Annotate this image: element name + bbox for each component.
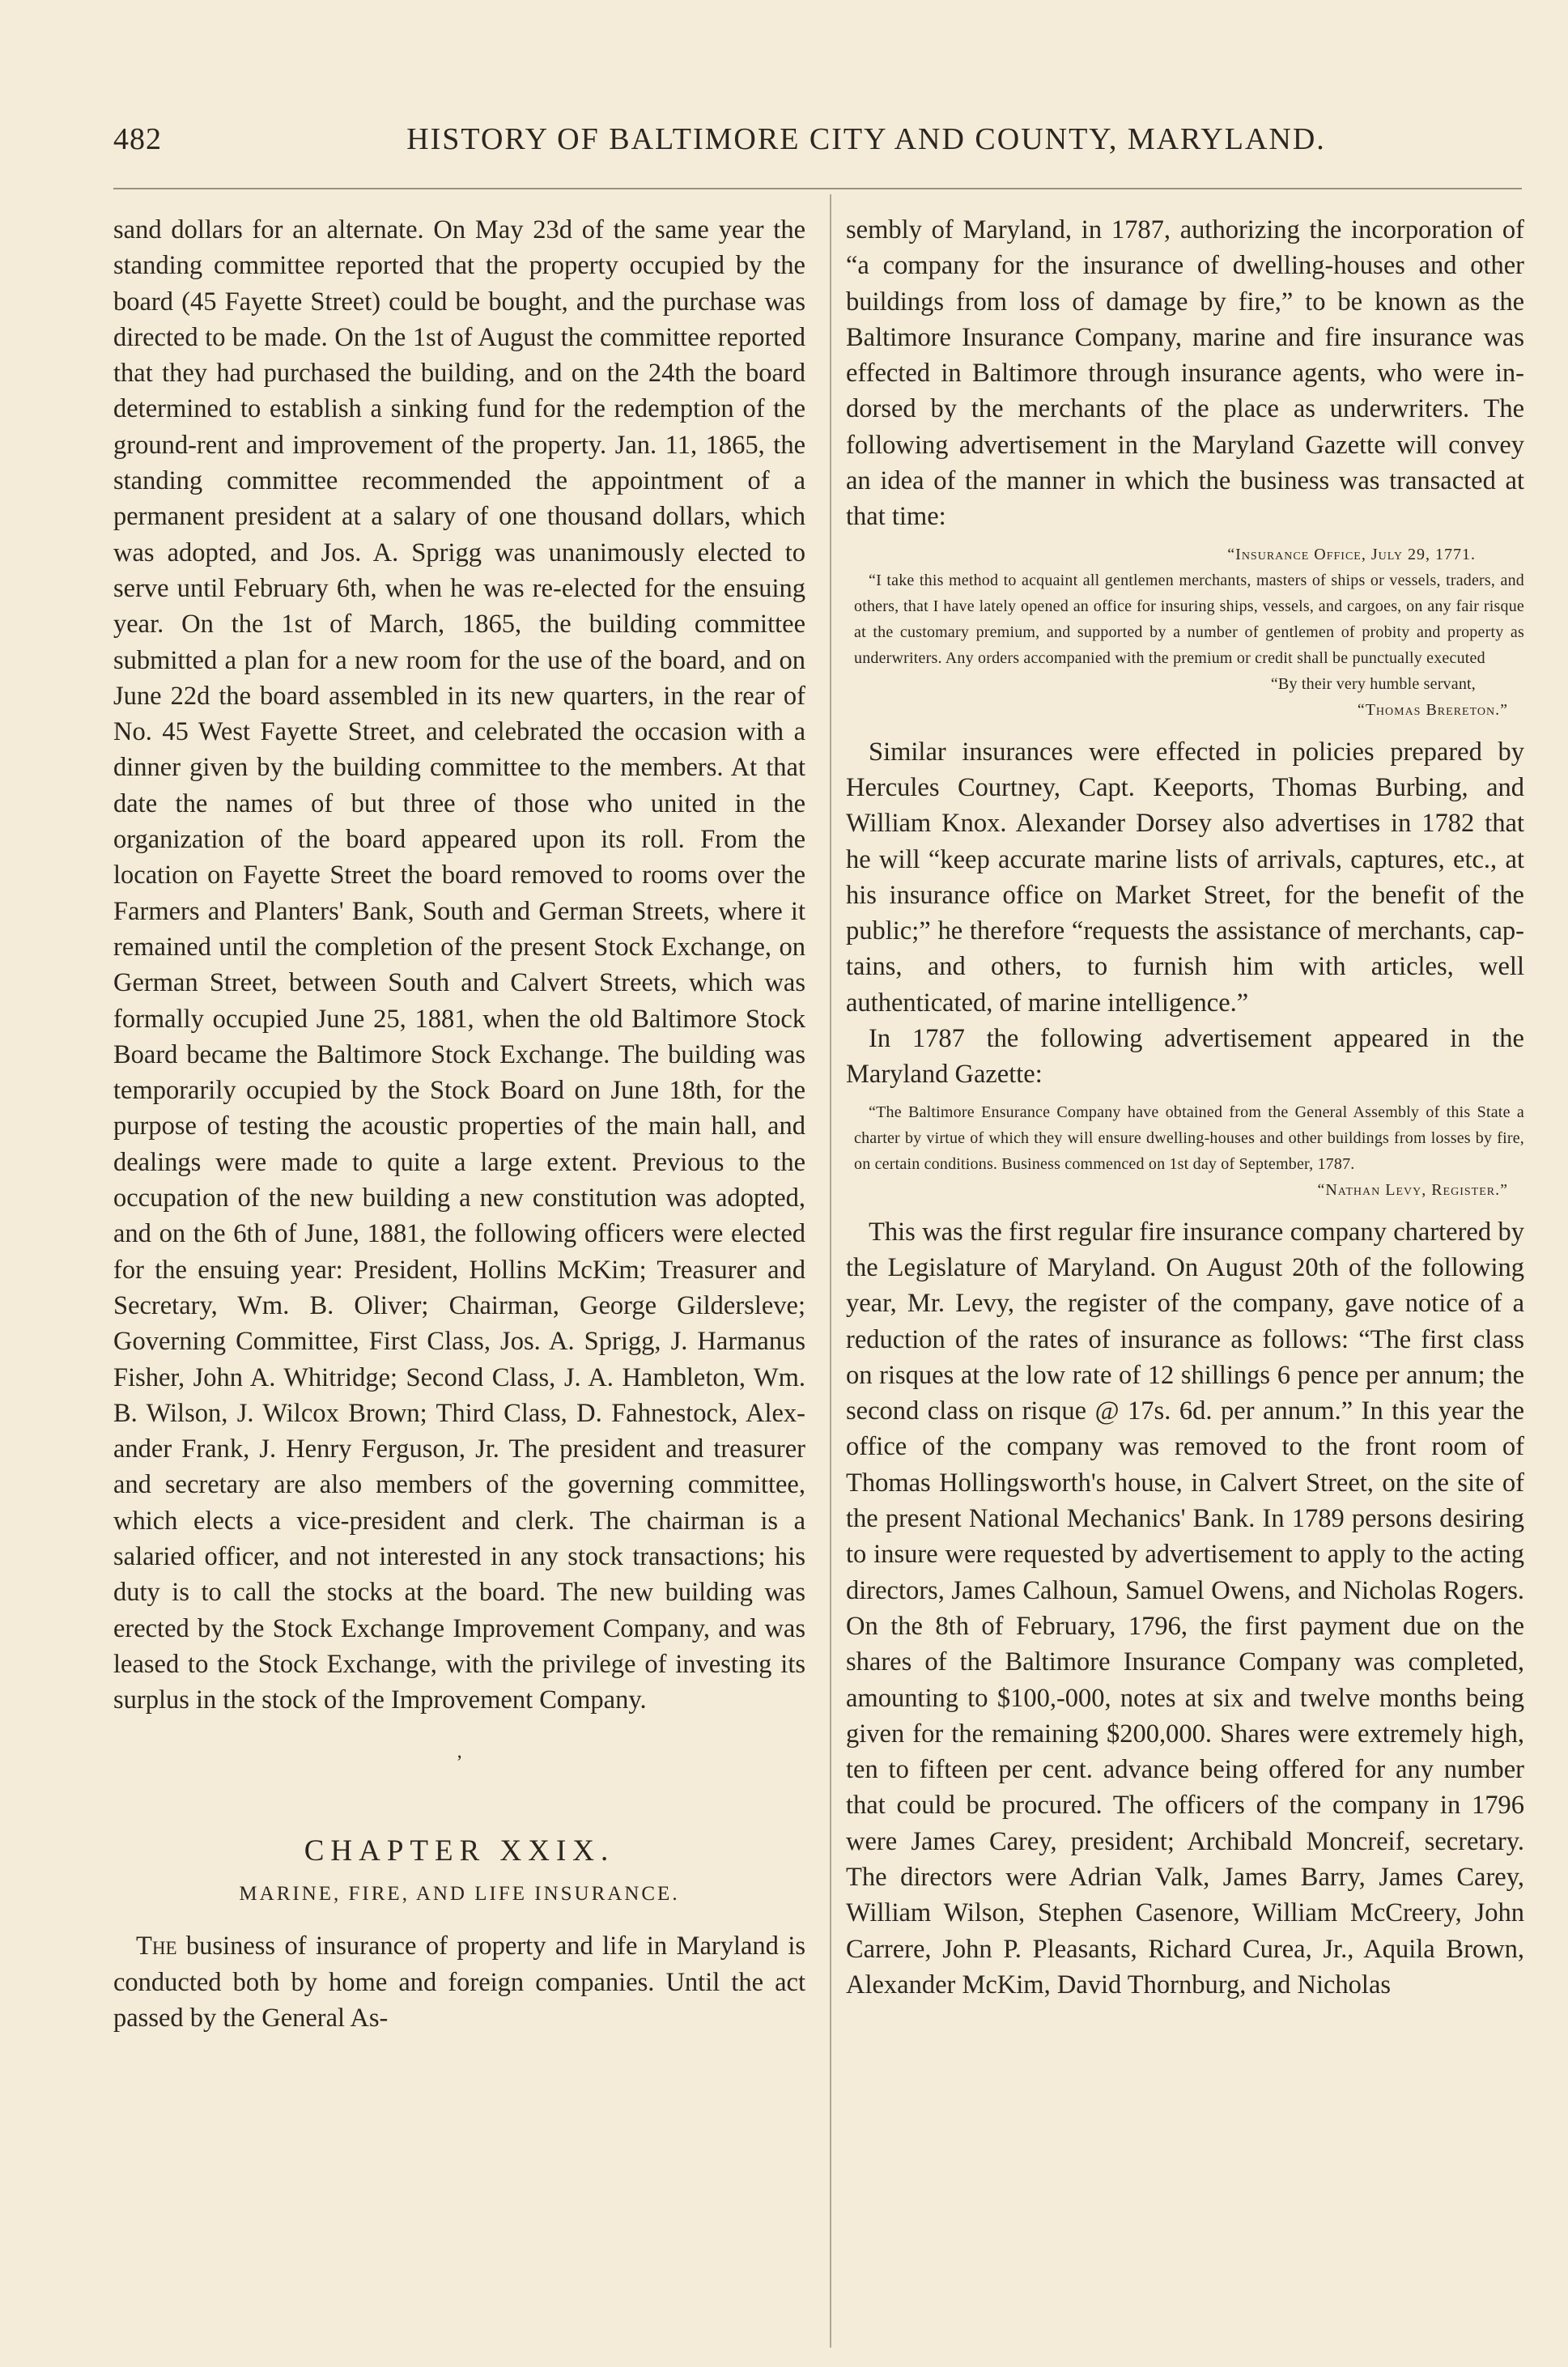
running-header xyxy=(113,121,1522,157)
running-title: HISTORY OF BALTIMORE CITY AND COUNTY, MARYLAND. xyxy=(406,122,1326,156)
right-paragraph-2: Similar insurances were effected in policies prepared by Hercules Courtney, Capt. Keeports, Thomas Burbing, and William Knox. Alexander Dorsey also advertises in 1782 that he will “keep accurate marine lists of arrivals, captures, etc., at his insurance office on Market Street, for the benefit of the public;” he therefore “requests the assistance of merchants, captains, and others, to furnish him with articles, well authenticated, of marine intelligence.” xyxy=(846,737,1524,1018)
header-rule xyxy=(113,188,1522,189)
quote-1-dateline: “Insurance Office, July 29, 1771. xyxy=(1227,545,1476,563)
right-column xyxy=(846,212,1524,2003)
advertisement-1771 xyxy=(854,542,1524,723)
quote-2-body: “The Baltimore Ensurance Company have obtained from the General Assembly of this State a charter by virtue of which they will ensure dwelling-houses and other buildings from losses by fire, on certain conditions. Business commenced on 1st day of September, 1787. xyxy=(854,1103,1524,1173)
left-column xyxy=(113,212,805,2036)
right-paragraph-1: sembly of Maryland, in 1787, authorizing the incorporation of “a company for the insurance of dwelling-houses and other buildings from loss of damage by fire,” to be known as the Baltimore Insurance Company, marine and fire insurance was effected in Baltimore through insurance agents, who were indorsed by the merchants of the place as underwriters. The following advertisement in the Maryland Gazette will convey an idea of the manner in which the business was transacted at that time: xyxy=(846,215,1524,532)
ornament-mark: ‚ xyxy=(456,1741,463,1763)
chapter-title: CHAPTER XXIX. xyxy=(304,1834,615,1868)
page-number: 482 xyxy=(113,122,162,156)
chapter-lead-word: The xyxy=(136,1931,177,1961)
advertisement-1787 xyxy=(854,1099,1524,1203)
quote-1-closing: “By their very humble servant, xyxy=(1270,674,1476,693)
quote-1-signature: “Thomas Brereton.” xyxy=(1357,700,1508,719)
right-paragraph-3: In 1787 the following advertisement appeared in the Maryland Gazette: xyxy=(846,1024,1524,1090)
chapter-paragraph xyxy=(113,1928,805,2036)
chapter-paragraph-text: business of insurance of property and life in Maryland is conducted both by home and foreign companies. Until the act passed by the General As- xyxy=(113,1931,805,2033)
chapter-subtitle: MARINE, FIRE, AND LIFE INSURANCE. xyxy=(239,1883,680,1906)
left-paragraph-1: sand dollars for an alternate. On May 23d of the same year the standing committee reported that the property occupied by the board (45 Fayette Street) could be bought, and the purchase was directed to be made. On the 1st of August the committee reported that they had purchased the building, and on the 24th the board determined to establish a sinking fund for the redemption of the ground-rent and improvement of the property. Jan. 11, 1865, the standing committee recommended the appointment of a permanent president at a salary of one thousand dollars, which was adopted, and Jos. A. Sprigg was unanimously elected to serve until February 6th, when he was re-elected for the ensuing year. On the 1st of March, 1865, the building committee submitted a plan for a new room for the use of the board, and on June 22d the board assembled in its new quarters, in the rear of No. 45 West Fayette Street, and celebrated the occasion with a dinner given by the building committee to the members. At that date the names of but three of those who united in the organization of the board appeared upon its roll. From the location on Fayette Street the board removed to rooms over the Farmers and Planters' Bank, South and German Streets, where it remained until the completion of the present Stock Exchange, on German Street, between South and Calvert Streets, which was formally occupied June 25, 1881, when the old Baltimore Stock Board became the Baltimore Stock Exchange. The building was temporarily occupied by the Stock Board on June 18th, for the purpose of testing the acoustic properties of the main hall, and dealings were made to quite a large extent. Previous to the occupation of the new building a new constitution was adopted, and on the 6th of June, 1881, the following officers were elected for the ensuing year: President, Hollins McKim; Treasurer and Secretary, Wm. B. Oliver; Chairman, George Gildersleve; Governing Committee, First Class, Jos. A. Sprigg, J. Harmanus Fisher, John A. Whitridge; Second Class, J. A. Hambleton, Wm. B. Wilson, J. Wilcox Brown; Third Class, D. Fahnestock, Alexander Frank, J. Henry Ferguson, Jr. The president and treasurer and secretary are also members of the governing committee, which elects a vice-president and clerk. The chairman is a salaried officer, and not interested in any stock transactions; his duty is to call the stocks at the board. The new building was erected by the Stock Exchange Improvement Company, and was leased to the Stock Exchange, with the privilege of investing its surplus in the stock of the Improvement Company. xyxy=(113,215,805,1715)
quote-1-body: “I take this method to acquaint all gentlemen merchants, masters of ships or vessels, traders, and others, that I have lately opened an office for insuring ships, vessels, and cargoes, on any fair risque at the customary premium, and supported by a number of gentlemen of probity and property as underwriters. Any orders accompanied with the premium or credit shall be punctually executed xyxy=(854,571,1524,667)
right-paragraph-4: This was the first regular fire insurance company chartered by the Legislature of Maryland. On August 20th of the following year, Mr. Levy, the register of the company, gave notice of a reduction of the rates of insurance as follows: “The first class on risques at the low rate of 12 shillings 6 pence per annum; the second class on risque @ 17s. 6d. per annum.” In this year the office of the company was removed to the front room of Thomas Hollingsworth's house, in Calvert Street, on the site of the present National Mechanics' Bank. In 1789 persons desiring to insure were requested by advertisement to apply to the acting directors, James Calhoun, Samuel Owens, and Nicholas Rogers. On the 8th of February, 1796, the first payment due on the shares of the Baltimore Insurance Company was completed, amounting to $100,-000, notes at six and twelve months being given for the remaining $200,000. Shares were extremely high, ten to fifteen per cent. advance being offered for any number that could be procured. The officers of the company in 1796 were James Carey, president; Archibald Moncreif, secretary. The directors were Adrian Valk, James Barry, James Carey, William Wilson, Stephen Casenore, William McCreery, John Carrere, John P. Pleasants, Richard Curea, Jr., Aquila Brown, Alexander McKim, David Thornburg, and Nicholas xyxy=(846,1217,1524,1999)
column-divider xyxy=(830,194,831,2348)
quote-2-signature: “Nathan Levy, Register.” xyxy=(1317,1180,1508,1199)
